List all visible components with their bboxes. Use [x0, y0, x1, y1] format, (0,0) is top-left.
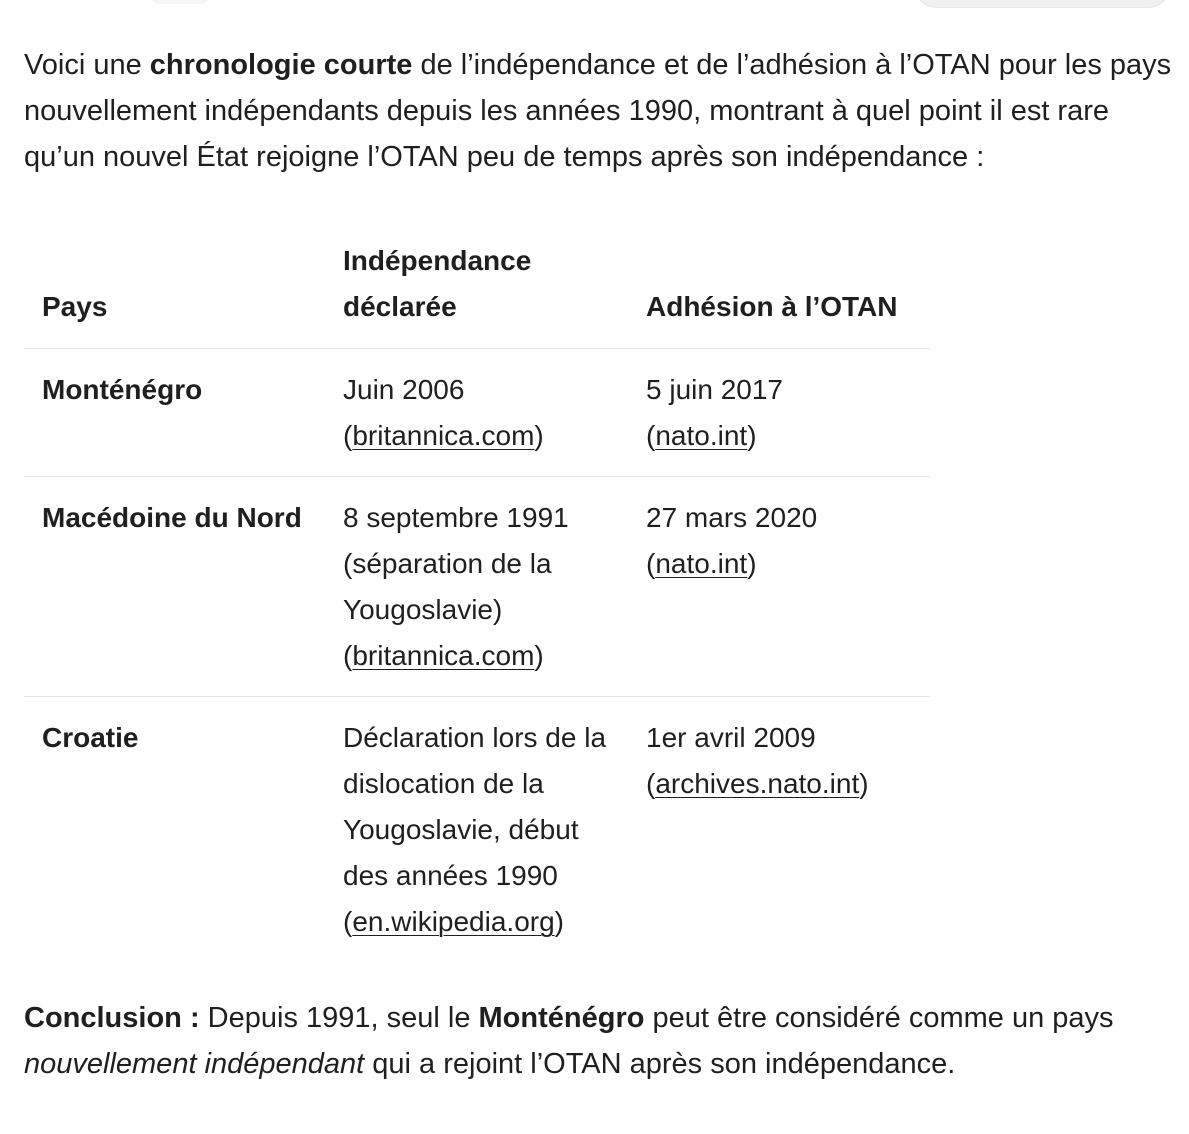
table-header-row: [24, 238, 930, 349]
adhesion-text: 5 juin 2017: [646, 374, 784, 405]
source-link[interactable]: nato.int: [655, 548, 748, 579]
header-pays: Pays: [42, 291, 108, 322]
source-citation: (nato.int): [646, 548, 757, 579]
cell-independance: [325, 349, 628, 477]
cell-independance: [325, 477, 628, 697]
conclusion-bold: Monténégro: [478, 1002, 645, 1034]
source-citation: (britannica.com): [343, 420, 544, 451]
table-row: [24, 349, 930, 477]
conclusion-italic: nouvellement indépendant: [24, 1048, 365, 1080]
independance-text: Juin 2006: [343, 374, 465, 405]
nato-timeline-table: [24, 238, 930, 962]
source-link[interactable]: britannica.com: [352, 420, 535, 451]
conclusion-part3: qui a rejoint l’OTAN après son indépendance.: [364, 1048, 956, 1080]
cell-pays: Croatie: [42, 722, 139, 753]
independance-text: 8 septembre 1991 (séparation de la Yougoslavie): [343, 502, 569, 625]
top-decoration: [150, 0, 210, 4]
independance-text: Déclaration lors de la dislocation de la Yougoslavie, début des années 1990: [343, 722, 607, 891]
source-citation: (en.wikipedia.org): [343, 906, 564, 937]
conclusion-label: Conclusion :: [24, 1002, 200, 1034]
source-citation: (nato.int): [646, 420, 757, 451]
table-row: [24, 697, 930, 963]
intro-part1: Voici une: [24, 49, 150, 81]
cell-adhesion: [628, 477, 930, 697]
cell-pays: Macédoine du Nord: [42, 502, 302, 533]
intro-bold: chronologie courte: [149, 49, 413, 81]
cell-adhesion: [628, 697, 930, 963]
top-input-pill[interactable]: [914, 0, 1171, 8]
source-citation: (archives.nato.int): [646, 768, 869, 799]
cell-pays: Monténégro: [42, 374, 203, 405]
adhesion-text: 27 mars 2020: [646, 502, 818, 533]
header-independance: Indépendance déclarée: [343, 245, 532, 322]
source-link[interactable]: archives.nato.int: [655, 768, 860, 799]
source-link[interactable]: en.wikipedia.org: [352, 906, 555, 937]
conclusion-paragraph: [24, 995, 1174, 1087]
intro-part2: de l’indépendance et de l’adhésion à l’OTAN pour les pays nouvellement indépendants depuis les années 1990, montrant à quel point il est rare qu’un nouvel État rejoigne l’OTAN peu de temps après son indépendance :: [24, 49, 1172, 173]
table-row: [24, 477, 930, 697]
adhesion-text: 1er avril 2009: [646, 722, 816, 753]
intro-paragraph: [24, 42, 1174, 180]
header-adhesion: Adhésion à l’OTAN: [646, 291, 898, 322]
source-citation: (britannica.com): [343, 640, 544, 671]
conclusion-part1: Depuis 1991, seul le: [199, 1002, 479, 1034]
cell-adhesion: [628, 349, 930, 477]
cell-independance: [325, 697, 628, 963]
source-link[interactable]: britannica.com: [352, 640, 535, 671]
conclusion-part2: peut être considéré comme un pays: [644, 1002, 1114, 1034]
source-link[interactable]: nato.int: [655, 420, 748, 451]
